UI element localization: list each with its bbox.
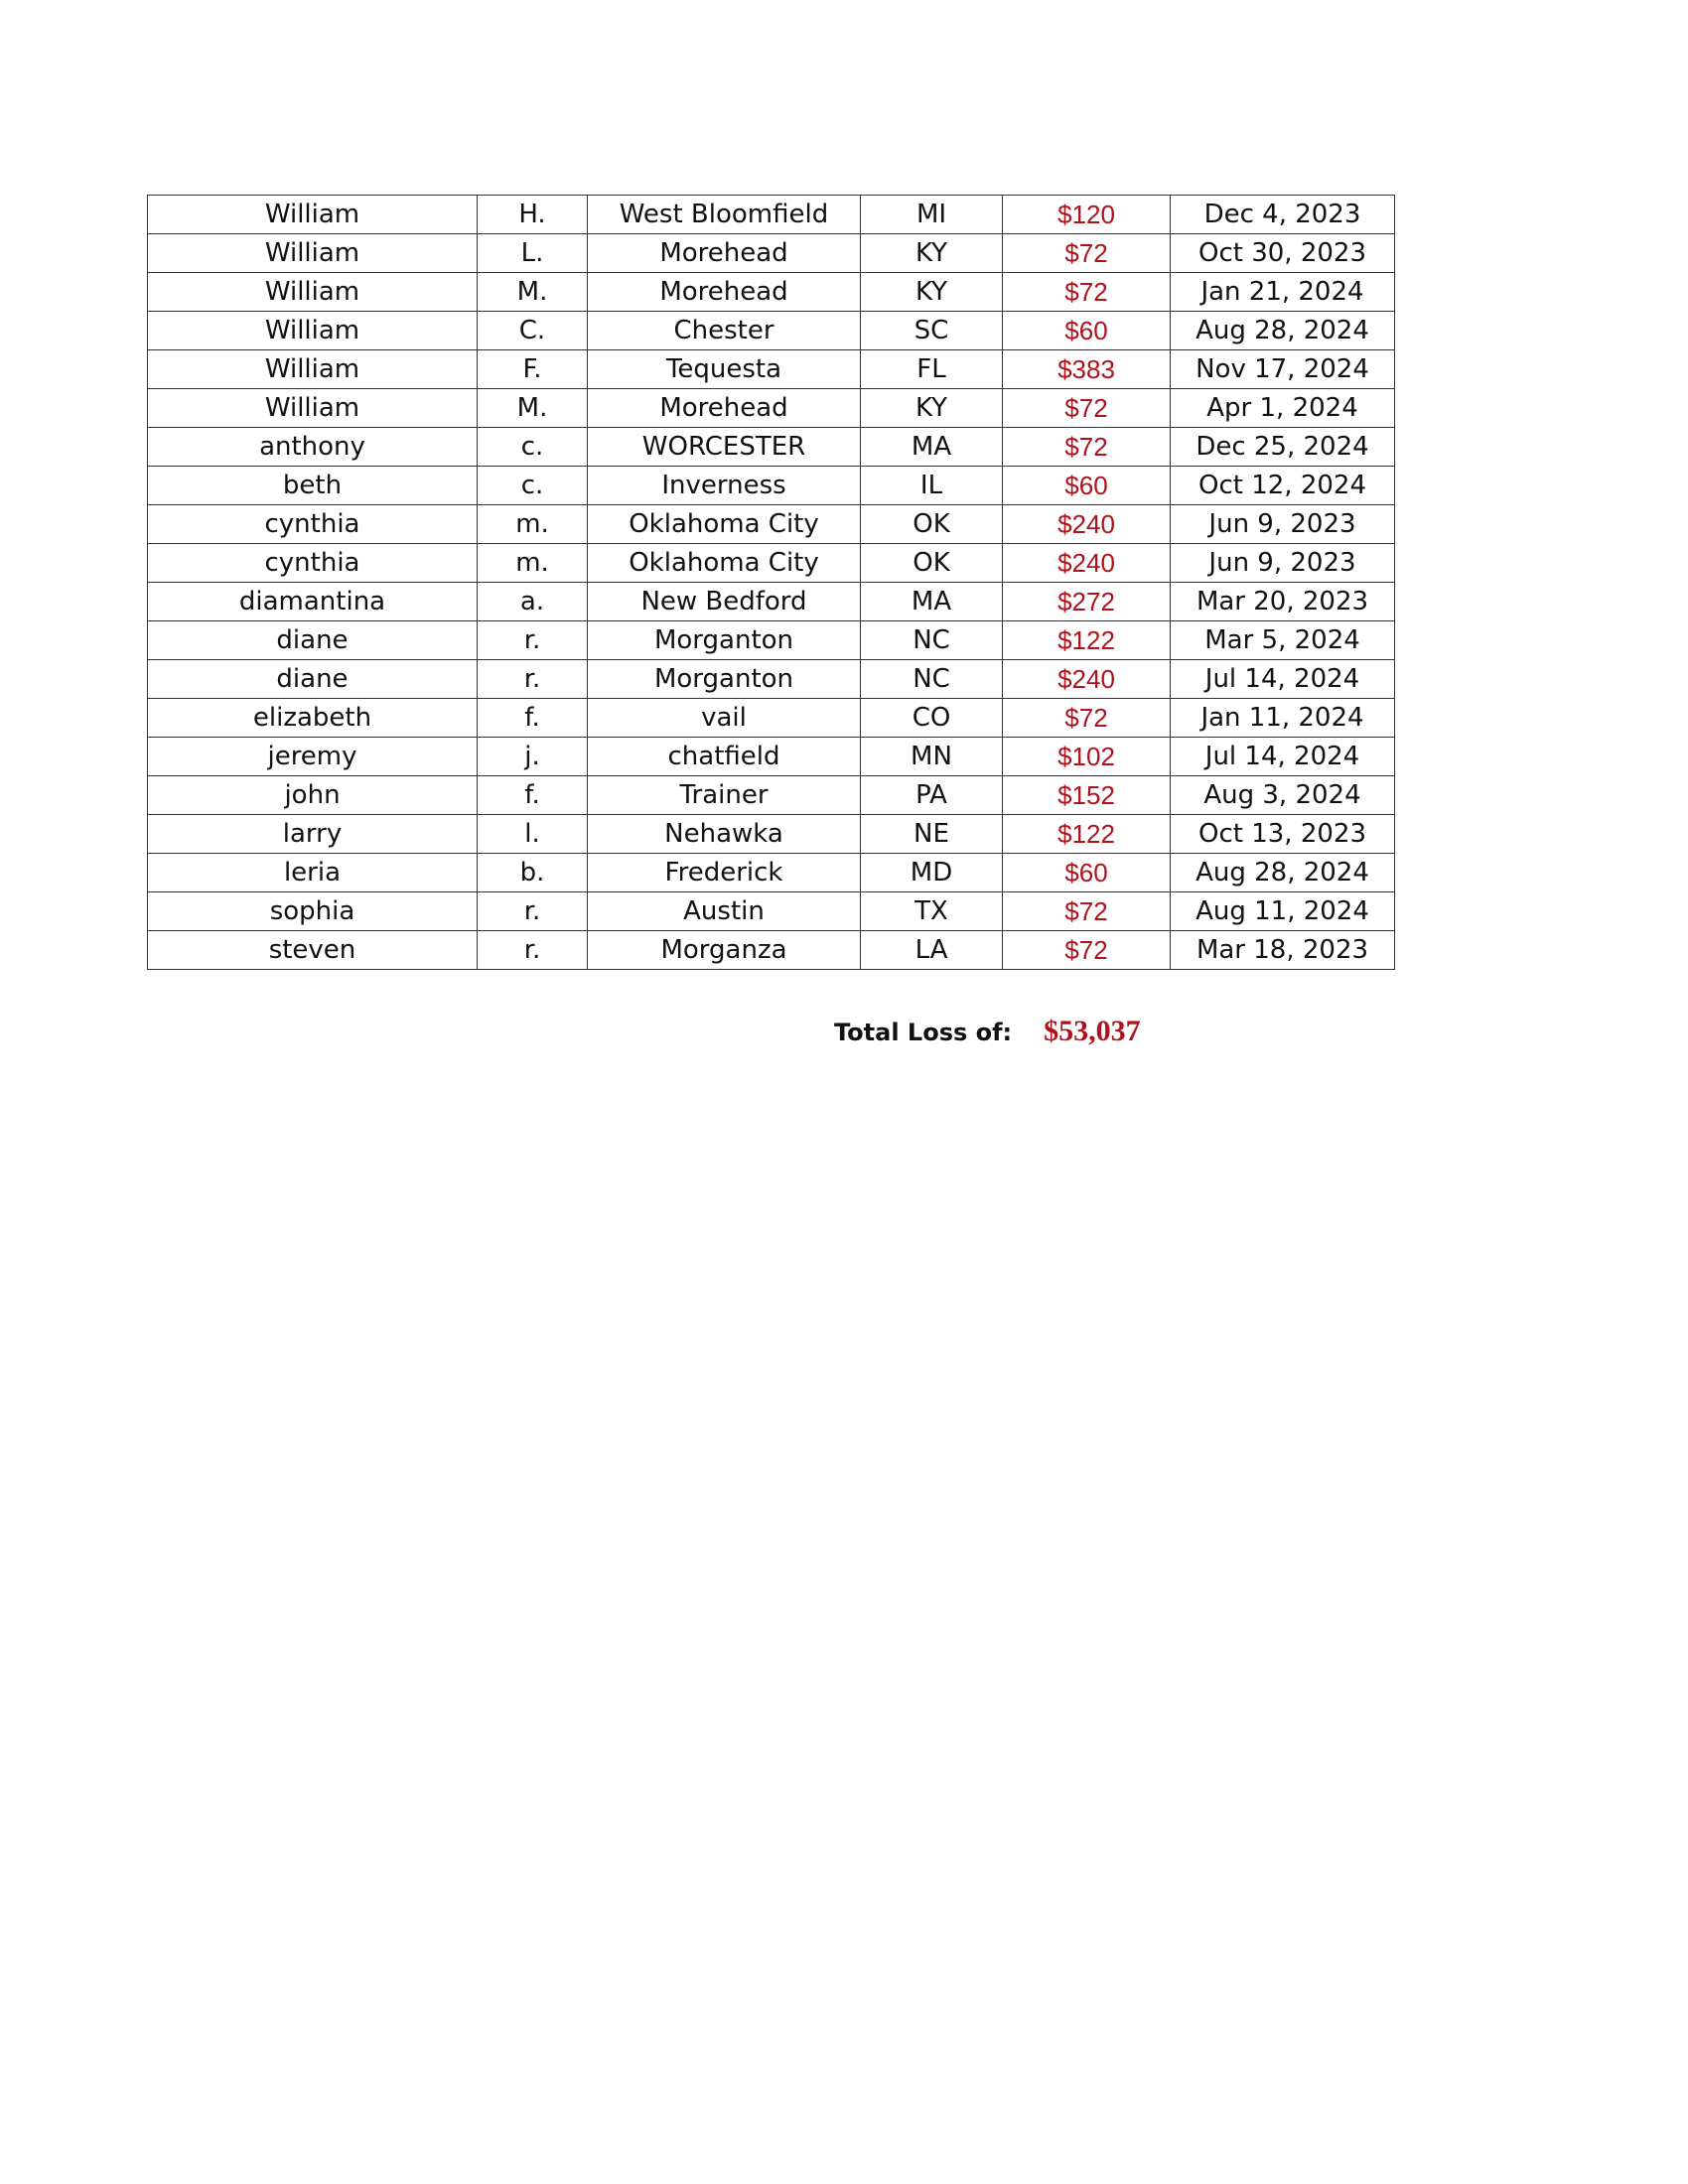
table-row: [148, 892, 1395, 931]
state-cell: MA: [861, 583, 1003, 621]
date-cell: Apr 1, 2024: [1171, 389, 1395, 428]
last-initial-cell: c.: [478, 467, 588, 505]
last-initial-cell: F.: [478, 350, 588, 389]
table-row: [148, 389, 1395, 428]
table-row: [148, 621, 1395, 660]
city-cell: Frederick: [588, 854, 861, 892]
date-cell: Jun 9, 2023: [1171, 505, 1395, 544]
date-cell: Mar 5, 2024: [1171, 621, 1395, 660]
first-name-cell: sophia: [148, 892, 478, 931]
last-initial-cell: r.: [478, 892, 588, 931]
last-initial-cell: M.: [478, 389, 588, 428]
table-row: [148, 738, 1395, 776]
city-cell: Nehawka: [588, 815, 861, 854]
amount-cell: $72: [1003, 699, 1171, 738]
table-row: [148, 776, 1395, 815]
city-cell: vail: [588, 699, 861, 738]
table-row: [148, 196, 1395, 234]
first-name-cell: beth: [148, 467, 478, 505]
city-cell: Trainer: [588, 776, 861, 815]
first-name-cell: jeremy: [148, 738, 478, 776]
first-name-cell: diane: [148, 660, 478, 699]
table-row: [148, 931, 1395, 970]
first-name-cell: elizabeth: [148, 699, 478, 738]
last-initial-cell: r.: [478, 931, 588, 970]
first-name-cell: leria: [148, 854, 478, 892]
city-cell: Morehead: [588, 273, 861, 312]
city-cell: Morehead: [588, 234, 861, 273]
state-cell: KY: [861, 273, 1003, 312]
date-cell: Aug 28, 2024: [1171, 854, 1395, 892]
last-initial-cell: a.: [478, 583, 588, 621]
state-cell: MA: [861, 428, 1003, 467]
total-loss-label: Total Loss of:: [834, 1019, 1013, 1046]
date-cell: Dec 4, 2023: [1171, 196, 1395, 234]
state-cell: SC: [861, 312, 1003, 350]
state-cell: KY: [861, 234, 1003, 273]
amount-cell: $272: [1003, 583, 1171, 621]
table-row: [148, 350, 1395, 389]
city-cell: West Bloomfield: [588, 196, 861, 234]
table-row: [148, 312, 1395, 350]
first-name-cell: john: [148, 776, 478, 815]
last-initial-cell: j.: [478, 738, 588, 776]
amount-cell: $60: [1003, 312, 1171, 350]
date-cell: Nov 17, 2024: [1171, 350, 1395, 389]
state-cell: CO: [861, 699, 1003, 738]
first-name-cell: diamantina: [148, 583, 478, 621]
first-name-cell: steven: [148, 931, 478, 970]
last-initial-cell: r.: [478, 621, 588, 660]
amount-cell: $60: [1003, 467, 1171, 505]
amount-cell: $240: [1003, 544, 1171, 583]
state-cell: NE: [861, 815, 1003, 854]
last-initial-cell: m.: [478, 544, 588, 583]
table-row: [148, 234, 1395, 273]
date-cell: Jun 9, 2023: [1171, 544, 1395, 583]
amount-cell: $383: [1003, 350, 1171, 389]
first-name-cell: William: [148, 196, 478, 234]
state-cell: LA: [861, 931, 1003, 970]
city-cell: Tequesta: [588, 350, 861, 389]
last-initial-cell: m.: [478, 505, 588, 544]
total-loss: [834, 1015, 1141, 1048]
date-cell: Aug 3, 2024: [1171, 776, 1395, 815]
city-cell: New Bedford: [588, 583, 861, 621]
city-cell: Oklahoma City: [588, 505, 861, 544]
state-cell: IL: [861, 467, 1003, 505]
city-cell: Inverness: [588, 467, 861, 505]
date-cell: Mar 20, 2023: [1171, 583, 1395, 621]
amount-cell: $240: [1003, 505, 1171, 544]
city-cell: Austin: [588, 892, 861, 931]
state-cell: OK: [861, 544, 1003, 583]
city-cell: Morganton: [588, 621, 861, 660]
table-row: [148, 273, 1395, 312]
state-cell: NC: [861, 621, 1003, 660]
date-cell: Oct 13, 2023: [1171, 815, 1395, 854]
city-cell: Morganton: [588, 660, 861, 699]
city-cell: Morehead: [588, 389, 861, 428]
state-cell: FL: [861, 350, 1003, 389]
date-cell: Aug 11, 2024: [1171, 892, 1395, 931]
amount-cell: $122: [1003, 815, 1171, 854]
table-row: [148, 660, 1395, 699]
city-cell: WORCESTER: [588, 428, 861, 467]
date-cell: Mar 18, 2023: [1171, 931, 1395, 970]
state-cell: KY: [861, 389, 1003, 428]
amount-cell: $152: [1003, 776, 1171, 815]
last-initial-cell: c.: [478, 428, 588, 467]
city-cell: Chester: [588, 312, 861, 350]
table-row: [148, 428, 1395, 467]
city-cell: Oklahoma City: [588, 544, 861, 583]
state-cell: TX: [861, 892, 1003, 931]
table-row: [148, 583, 1395, 621]
date-cell: Jan 21, 2024: [1171, 273, 1395, 312]
state-cell: NC: [861, 660, 1003, 699]
state-cell: MD: [861, 854, 1003, 892]
last-initial-cell: b.: [478, 854, 588, 892]
amount-cell: $72: [1003, 931, 1171, 970]
date-cell: Jul 14, 2024: [1171, 738, 1395, 776]
city-cell: Morganza: [588, 931, 861, 970]
amount-cell: $240: [1003, 660, 1171, 699]
last-initial-cell: r.: [478, 660, 588, 699]
date-cell: Aug 28, 2024: [1171, 312, 1395, 350]
amount-cell: $72: [1003, 273, 1171, 312]
table-row: [148, 699, 1395, 738]
amount-cell: $122: [1003, 621, 1171, 660]
first-name-cell: cynthia: [148, 544, 478, 583]
date-cell: Jan 11, 2024: [1171, 699, 1395, 738]
table-row: [148, 505, 1395, 544]
amount-cell: $72: [1003, 428, 1171, 467]
table-row: [148, 544, 1395, 583]
table-row: [148, 854, 1395, 892]
last-initial-cell: f.: [478, 776, 588, 815]
amount-cell: $102: [1003, 738, 1171, 776]
last-initial-cell: H.: [478, 196, 588, 234]
amount-cell: $120: [1003, 196, 1171, 234]
last-initial-cell: M.: [478, 273, 588, 312]
first-name-cell: anthony: [148, 428, 478, 467]
last-initial-cell: L.: [478, 234, 588, 273]
date-cell: Dec 25, 2024: [1171, 428, 1395, 467]
city-cell: chatfield: [588, 738, 861, 776]
last-initial-cell: C.: [478, 312, 588, 350]
table-row: [148, 467, 1395, 505]
state-cell: MI: [861, 196, 1003, 234]
first-name-cell: William: [148, 389, 478, 428]
last-initial-cell: l.: [478, 815, 588, 854]
amount-cell: $60: [1003, 854, 1171, 892]
state-cell: PA: [861, 776, 1003, 815]
date-cell: Oct 30, 2023: [1171, 234, 1395, 273]
amount-cell: $72: [1003, 234, 1171, 273]
table-row: [148, 815, 1395, 854]
loss-table-body: [148, 196, 1395, 970]
total-loss-value: $53,037: [1044, 1015, 1141, 1047]
loss-table: [147, 195, 1395, 970]
date-cell: Jul 14, 2024: [1171, 660, 1395, 699]
first-name-cell: William: [148, 312, 478, 350]
date-cell: Oct 12, 2024: [1171, 467, 1395, 505]
first-name-cell: cynthia: [148, 505, 478, 544]
amount-cell: $72: [1003, 389, 1171, 428]
state-cell: OK: [861, 505, 1003, 544]
state-cell: MN: [861, 738, 1003, 776]
first-name-cell: William: [148, 273, 478, 312]
last-initial-cell: f.: [478, 699, 588, 738]
first-name-cell: William: [148, 234, 478, 273]
first-name-cell: William: [148, 350, 478, 389]
first-name-cell: diane: [148, 621, 478, 660]
amount-cell: $72: [1003, 892, 1171, 931]
first-name-cell: larry: [148, 815, 478, 854]
